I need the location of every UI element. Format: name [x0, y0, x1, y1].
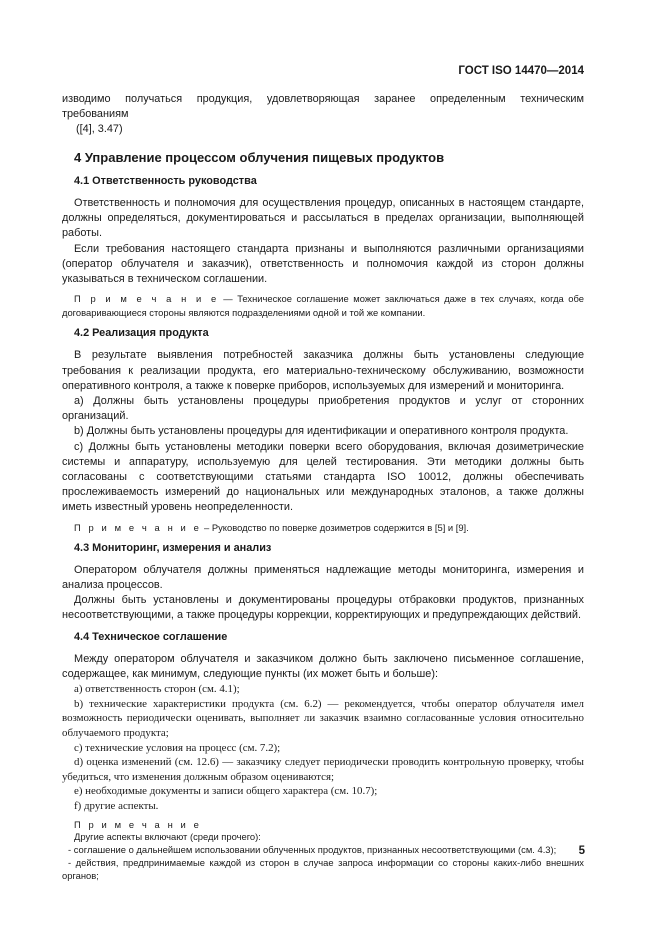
- section-4-3-paragraph-1: Оператором облучателя должны применяться надлежащие методы мониторинга, измерения и анализа процессов.: [62, 563, 584, 592]
- section-4-2-note: [62, 521, 584, 535]
- intro-reference: ([4], 3.47): [76, 123, 123, 136]
- section-4-title: 4 Управление процессом облучения пищевых продуктов: [74, 149, 445, 165]
- section-4-2-title: 4.2 Реализация продукта: [74, 327, 209, 340]
- note-text: – Руководство по поверке дозиметров содержится в [5] и [9].: [204, 521, 469, 533]
- note-list-item: - действия, предпринимаемые каждой из сторон в случае запроса информации со стороны каких-либо внешних органов;: [62, 857, 584, 881]
- list-item: e) необходимые документы и записи общего характера (см. 10.7);: [74, 785, 378, 798]
- standard-designation: ГОСТ ISO 14470—2014: [458, 65, 584, 77]
- section-4-2-item-b: b) Должны быть установлены процедуры для идентификации и оперативного контроля продукта.: [74, 425, 569, 438]
- note-label-text: П р и м е ч а н и е: [74, 818, 202, 830]
- section-4-3-title: 4.3 Мониторинг, измерения и анализ: [74, 541, 272, 554]
- note-list-item: - соглашение о дальнейшем использовании облученных продуктов, признанных несоответствующими (см. 4.3);: [68, 844, 557, 856]
- section-4-2-paragraph-1: В результате выявления потребностей заказчика должны быть установлены следующие требования к реализации продукта, его материально-техническому обслуживанию, возможности оперативного контроля, а также к поверке приборов, используемых для измерений и мониторинга.: [62, 349, 584, 392]
- list-item: a) ответственность сторон (см. 4.1);: [74, 683, 240, 696]
- note-label: П р и м е ч а н и е: [74, 521, 202, 533]
- section-4-1-title: 4.1 Ответственность руководства: [74, 174, 257, 187]
- list-item: d) оценка изменений (см. 12.6) — заказчику следует периодически проводить контрольную проверку, чтобы убедиться, что изменения должным образом оцениваются;: [62, 756, 584, 783]
- list-item: b) технические характеристики продукта (см. 6.2) — рекомендуется, чтобы оператор облучателя имел возможность периодически оценивать, выполняет ли заказчик взаимно согласованные условия относительно облучаемого продукта;: [62, 697, 584, 740]
- section-4-4-paragraph-1: Между оператором облучателя и заказчиком должно быть заключено письменное соглашение, содержащее, как минимум, следующие пункты (их может быть и больше):: [62, 652, 584, 681]
- note-text: — Техническое соглашение может заключаться даже в тех случаях, когда обе договаривающиеся стороны являются подразделениями одной и той же компании.: [62, 293, 584, 319]
- section-4-2-item-a: а) Должны быть установлены процедуры приобретения продуктов и услуг от сторонних организаций.: [62, 395, 584, 423]
- note-label: [62, 819, 584, 832]
- section-4-4-note: [62, 819, 584, 883]
- section-4-4-title: 4.4 Техническое соглашение: [74, 630, 228, 643]
- intro-continuation: изводимо получаться продукция, удовлетворяющая заранее определенным техническим требованиям: [62, 93, 584, 121]
- note-intro: Другие аспекты включают (среди прочего):: [74, 831, 261, 843]
- section-4-3-paragraph-2: Должны быть установлены и документированы процедуры отбраковки продуктов, признанных несоответствующими, а также процедуры коррекции, корректирующих и предупреждающих действий.: [62, 594, 584, 622]
- list-item: f) другие аспекты.: [74, 800, 159, 813]
- note-label: П р и м е ч а н и е: [74, 293, 219, 305]
- page-content: [62, 92, 584, 883]
- list-item: c) технические условия на процесс (см. 7.2);: [74, 741, 281, 754]
- section-4-1-note: [62, 292, 584, 320]
- page-number: 5: [578, 845, 585, 857]
- section-4-1-paragraph-1: Ответственность и полномочия для осуществления процедур, описанных в настоящем стандарте, должны определяться, документироваться и рассылаться в пределах организации, выполняющей работы.: [62, 197, 584, 240]
- section-4-1-paragraph-2: Если требования настоящего стандарта признаны и выполняются различными организациями (оператор облучателя и заказчик), ответственность и полномочия каждой из сторон должны указываться в техническом соглашении.: [62, 242, 584, 286]
- section-4-2-item-c: с) Должны быть установлены методики поверки всего оборудования, включая дозиметрические системы и аппаратуру, используемую для целей тестирования. Эти методики должны быть согласованы с соответствующими статьями стандарта ISO 10012, должны обеспечивать прослеживаемость измерений до национальных или международных эталонов, а также должны иметь известный уровень неопределенности.: [62, 440, 584, 514]
